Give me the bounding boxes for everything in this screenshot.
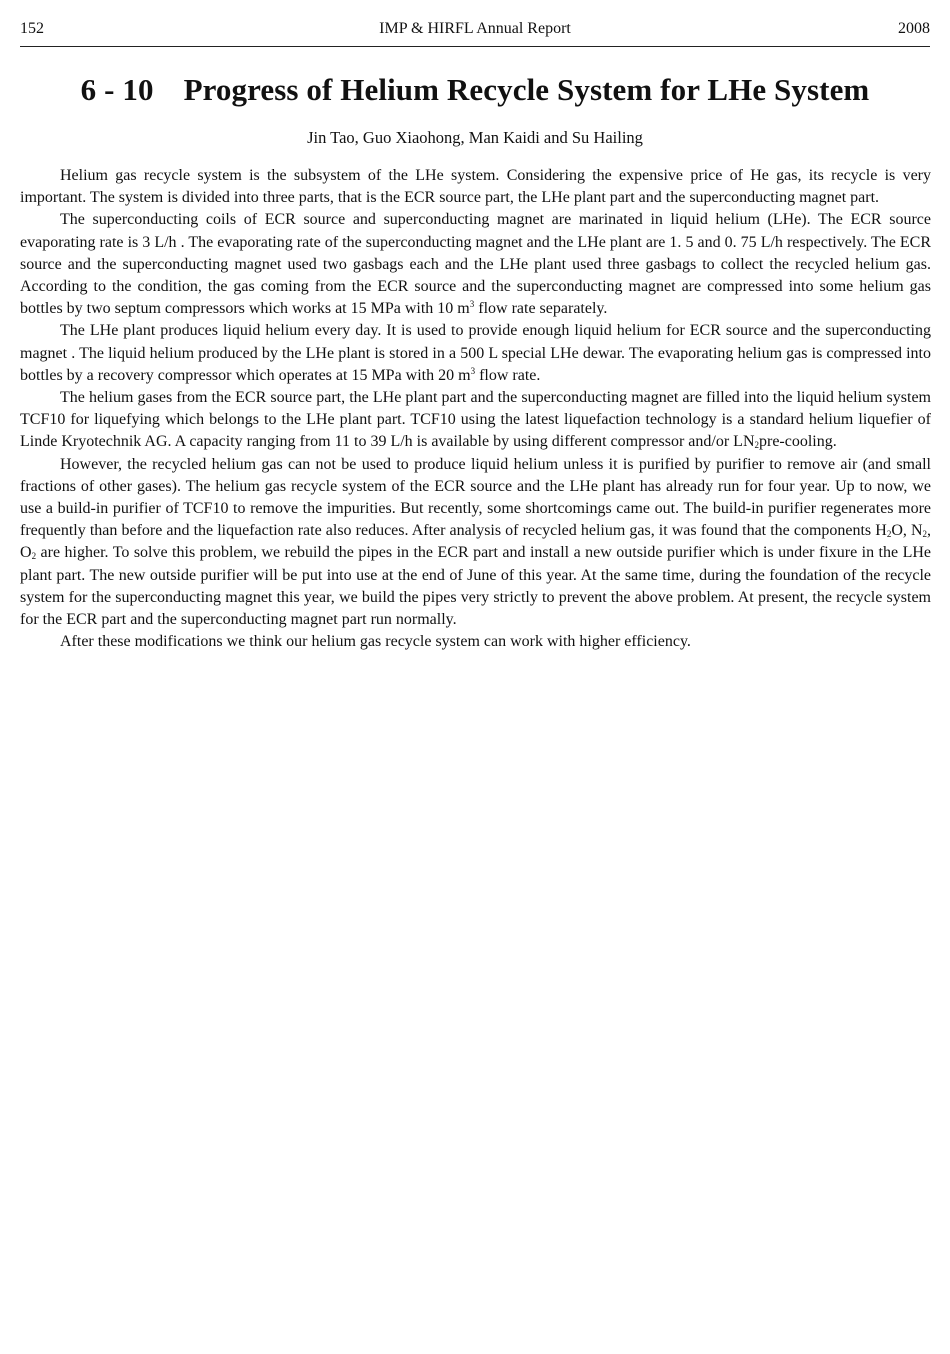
paragraph-5 <box>20 454 931 632</box>
paragraph-3-text-b: flow rate. <box>475 366 541 384</box>
subscript-2: 2 <box>754 440 759 451</box>
superscript-cubed: 3 <box>469 299 475 310</box>
paragraph-5-text-d: are higher. To solve this problem, we rebuild the pipes in the ECR part and install a new outside purifier which is under fixure in the LHe plant part. The new outside purifier will be put into use at the end of June of this year. At the same time, during the foundation of the recycle system for the superconducting magnet this year, we build the pipes very strictly to prevent the above problem. At present, the recycle system for the ECR part and the superconducting magnet part run normally. <box>20 544 931 629</box>
page-number: 152 <box>20 20 44 37</box>
paragraph-4 <box>20 387 931 454</box>
paragraph-2 <box>20 209 931 320</box>
paragraph-4-text-a: The helium gases from the ECR source part, the LHe plant part and the superconducting magnet are filled into the liquid helium system TCF10 for liquefying which belongs to the LHe plant part. TCF10 using the latest liquefaction technology is a standard helium liquefier of Linde Kryotechnik AG. A capacity ranging from 11 to 39 L/h is available by using different compressor and/or LN <box>20 389 931 451</box>
superscript-cubed: 3 <box>470 365 476 376</box>
paragraph-6: After these modifications we think our helium gas recycle system can work with higher efficiency. <box>60 633 691 651</box>
paragraph-5-text-b: O, N <box>891 522 923 540</box>
paragraph-3 <box>20 320 931 387</box>
subscript-2: 2 <box>886 529 892 540</box>
report-year: 2008 <box>898 20 930 37</box>
header-divider <box>20 46 930 47</box>
paragraph-2-text-b: flow rate separately. <box>474 300 608 318</box>
article-number: 6 - 10 <box>80 72 154 107</box>
subscript-2: 2 <box>922 529 928 540</box>
article-title-text: Progress of Helium Recycle System for LHe System <box>183 72 870 107</box>
article-title <box>20 72 930 108</box>
subscript-2: 2 <box>31 551 37 562</box>
article-body <box>20 165 931 653</box>
paragraph-4-text-b: pre-cooling. <box>759 433 837 451</box>
paragraph-5-text-a: However, the recycled helium gas can not be used to produce liquid helium unless it is purified by purifier to remove air (and small fractions of other gases). The helium gas recycle system of the ECR source and the LHe plant has already run for four year. Up to now, we use a build-in purifier of TCF10 to remove the impurities. But recently, some shortcomings came out. The build-in purifier regenerates more frequently than before and the liquefaction rate also reduces. After analysis of recycled helium gas, it was found that the components H <box>20 455 931 540</box>
journal-name: IMP & HIRFL Annual Report <box>379 20 571 37</box>
paragraph-5-text-c: , O <box>20 522 932 562</box>
running-header <box>20 17 930 41</box>
article-authors: Jin Tao, Guo Xiaohong, Man Kaidi and Su Hailing <box>307 128 643 147</box>
paragraph-2-text-a: The superconducting coils of ECR source and superconducting magnet are marinated in liquid helium (LHe). The ECR source evaporating rate is 3 L/h . The evaporating rate of the superconducting magnet and the LHe plant are 1. 5 and 0. 75 L/h respectively. The ECR source and the superconducting magnet used two gasbags each and the LHe plant used three gasbags to collect the recycled helium gas. According to the condition, the gas coming from the ECR source and the superconducting magnet are compressed into some helium gas bottles by two septum compressors which works at 15 MPa with 10 m <box>20 211 931 318</box>
paragraph-3-text-a: The LHe plant produces liquid helium every day. It is used to provide enough liquid helium for ECR source and the superconducting magnet . The liquid helium produced by the LHe plant is stored in a 500 L special LHe dewar. The evaporating helium gas is compressed into bottles by a recovery compressor which operates at 15 MPa with 20 m <box>20 322 931 384</box>
paragraph-1: Helium gas recycle system is the subsystem of the LHe system. Considering the expensive price of He gas, its recycle is very important. The system is divided into three parts, that is the ECR source part, the LHe plant part and the superconducting magnet part. <box>20 167 931 207</box>
